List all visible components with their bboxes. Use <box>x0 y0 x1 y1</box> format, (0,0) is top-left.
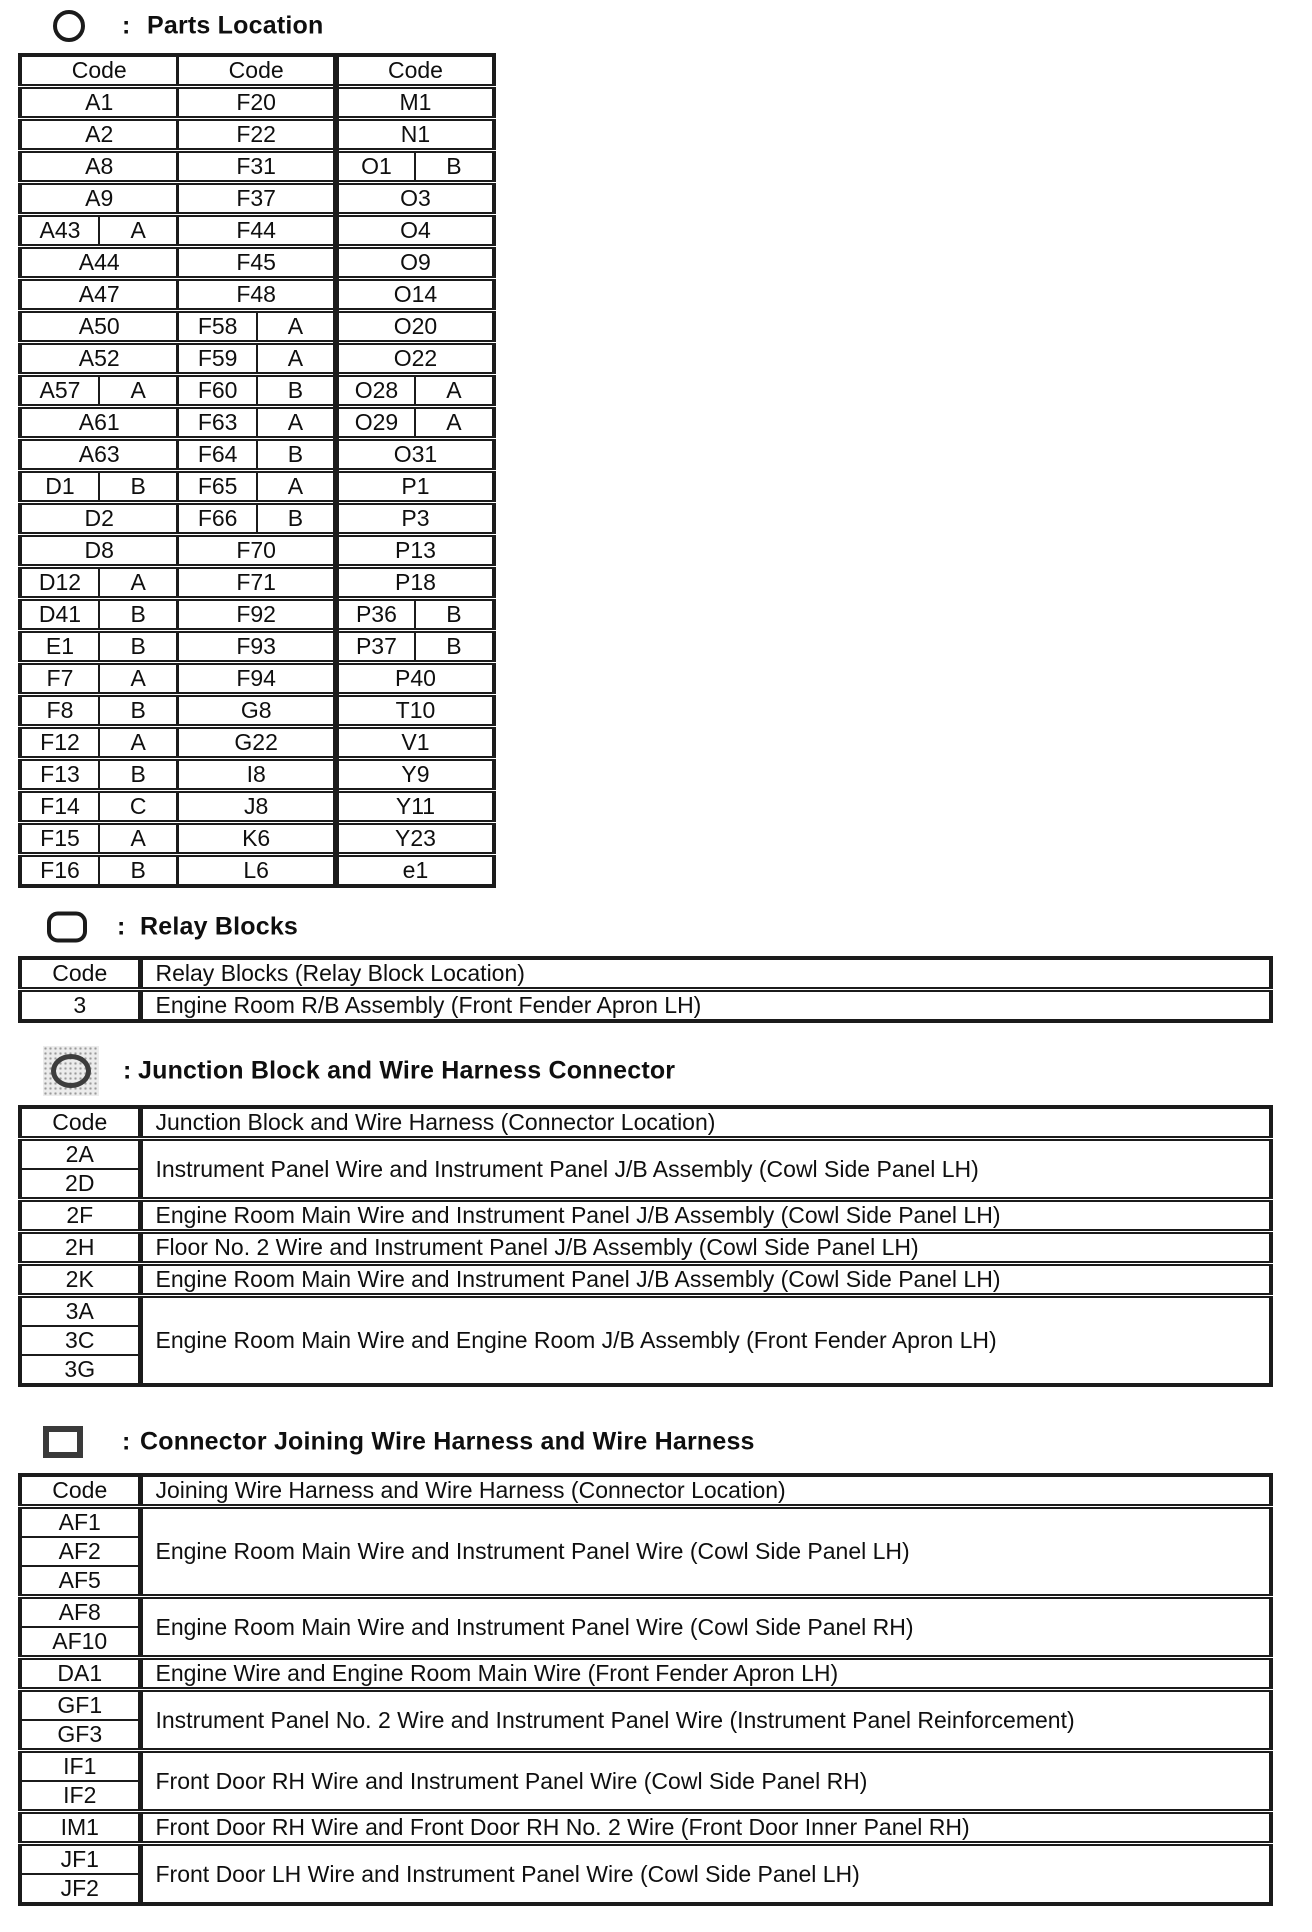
column-header: Code <box>20 1107 140 1139</box>
code-cell: A8 <box>20 151 178 183</box>
description-cell: Instrument Panel No. 2 Wire and Instrument Panel Wire (Instrument Panel Reinforcement) <box>140 1690 1271 1751</box>
header-row <box>20 958 1271 990</box>
junction-block-table <box>18 1105 1273 1387</box>
letter-cell: A <box>99 375 178 407</box>
code-cell: 3G <box>20 1355 140 1385</box>
code-cell: K6 <box>178 823 336 855</box>
description-cell: Front Door LH Wire and Instrument Panel Wire (Cowl Side Panel LH) <box>140 1844 1271 1905</box>
code-cell: A50 <box>20 311 178 343</box>
code-cell: JF2 <box>20 1874 140 1904</box>
header-row <box>20 1107 1271 1139</box>
colon-separator: : <box>122 1427 131 1456</box>
code-cell: A44 <box>20 247 178 279</box>
code-cell: 2D <box>20 1169 140 1200</box>
code-cell: A47 <box>20 279 178 311</box>
letter-cell: B <box>99 631 178 663</box>
table-row <box>20 1232 1271 1264</box>
letter-cell: A <box>257 407 336 439</box>
letter-cell: A <box>257 343 336 375</box>
table-row <box>20 631 494 663</box>
code-cell: 3 <box>20 990 140 1022</box>
table-row <box>20 375 494 407</box>
letter-cell: A <box>99 823 178 855</box>
description-cell: Front Door RH Wire and Front Door RH No. 2 Wire (Front Door Inner Panel RH) <box>140 1812 1271 1844</box>
code-cell: F60 <box>178 375 257 407</box>
table-row <box>20 471 494 503</box>
table-row <box>20 1658 1271 1690</box>
table-row <box>20 87 494 119</box>
letter-cell: A <box>99 215 178 247</box>
code-cell: F94 <box>178 663 336 695</box>
code-cell: F12 <box>20 727 99 759</box>
letter-cell: B <box>415 631 494 663</box>
code-cell: E1 <box>20 631 99 663</box>
code-cell: 2K <box>20 1264 140 1296</box>
letter-cell: A <box>99 727 178 759</box>
code-cell: A52 <box>20 343 178 375</box>
code-cell: F37 <box>178 183 336 215</box>
parts-location-circle-icon <box>53 10 85 42</box>
table-row <box>20 183 494 215</box>
table-row <box>20 990 1271 1022</box>
junction-block-shaded-oval-icon <box>43 1046 99 1096</box>
code-cell: AF5 <box>20 1566 140 1597</box>
code-cell: F45 <box>178 247 336 279</box>
code-cell: G22 <box>178 727 336 759</box>
code-cell: F7 <box>20 663 99 695</box>
code-cell: O22 <box>336 343 494 375</box>
code-cell: F58 <box>178 311 257 343</box>
relay-block-oval-icon <box>47 912 87 943</box>
colon-separator: : <box>122 11 131 40</box>
table-row <box>20 119 494 151</box>
oval-glyph <box>51 1054 91 1088</box>
code-cell: F65 <box>178 471 257 503</box>
code-cell: Y11 <box>336 791 494 823</box>
code-cell: A57 <box>20 375 99 407</box>
code-cell: D8 <box>20 535 178 567</box>
table-row <box>20 407 494 439</box>
column-header: Junction Block and Wire Harness (Connector Location) <box>140 1107 1271 1139</box>
code-cell: JF1 <box>20 1844 140 1875</box>
code-cell: L6 <box>178 855 336 887</box>
code-cell: G8 <box>178 695 336 727</box>
table-row <box>20 215 494 247</box>
code-cell: M1 <box>336 87 494 119</box>
code-cell: F70 <box>178 535 336 567</box>
joining-connector-square-icon <box>43 1426 83 1458</box>
table-row <box>20 1264 1271 1296</box>
section-header-joining-connector <box>0 1420 1000 1464</box>
table-row <box>20 1200 1271 1232</box>
code-cell: P40 <box>336 663 494 695</box>
code-cell: Y9 <box>336 759 494 791</box>
header-row <box>20 1475 1271 1507</box>
code-cell: J8 <box>178 791 336 823</box>
table-row <box>20 1296 1271 1327</box>
section-title: Parts Location <box>147 11 324 40</box>
code-cell: GF3 <box>20 1720 140 1751</box>
colon-separator: : <box>123 1056 132 1085</box>
code-cell: F59 <box>178 343 257 375</box>
code-cell: AF2 <box>20 1537 140 1566</box>
table-row <box>20 1844 1271 1875</box>
code-cell: 2H <box>20 1232 140 1264</box>
table-row <box>20 343 494 375</box>
table-row <box>20 823 494 855</box>
letter-cell: A <box>257 471 336 503</box>
table-row <box>20 279 494 311</box>
code-cell: O3 <box>336 183 494 215</box>
code-cell: 3A <box>20 1296 140 1327</box>
code-cell: IF2 <box>20 1781 140 1812</box>
description-cell: Engine Room Main Wire and Instrument Panel Wire (Cowl Side Panel RH) <box>140 1597 1271 1658</box>
letter-cell: A <box>257 311 336 343</box>
column-header: Code <box>20 958 140 990</box>
code-cell: O9 <box>336 247 494 279</box>
section-title: Relay Blocks <box>140 912 299 941</box>
code-cell: F22 <box>178 119 336 151</box>
section-header-relay-blocks <box>0 905 1000 949</box>
code-cell: A63 <box>20 439 178 471</box>
column-header: Code <box>336 55 494 87</box>
code-cell: D41 <box>20 599 99 631</box>
code-cell: P3 <box>336 503 494 535</box>
code-cell: T10 <box>336 695 494 727</box>
description-cell: Instrument Panel Wire and Instrument Panel J/B Assembly (Cowl Side Panel LH) <box>140 1139 1271 1200</box>
parts-location-table <box>18 53 496 888</box>
letter-cell: B <box>99 855 178 887</box>
table-row <box>20 1690 1271 1721</box>
description-cell: Engine Wire and Engine Room Main Wire (Front Fender Apron LH) <box>140 1658 1271 1690</box>
code-cell: IF1 <box>20 1751 140 1782</box>
code-cell: P13 <box>336 535 494 567</box>
table-row <box>20 1507 1271 1538</box>
code-cell: GF1 <box>20 1690 140 1721</box>
table-row <box>20 1139 1271 1170</box>
code-cell: e1 <box>336 855 494 887</box>
letter-cell: B <box>99 599 178 631</box>
code-cell: F92 <box>178 599 336 631</box>
code-cell: O4 <box>336 215 494 247</box>
column-header: Relay Blocks (Relay Block Location) <box>140 958 1271 990</box>
code-cell: P37 <box>336 631 415 663</box>
table-row <box>20 1812 1271 1844</box>
code-cell: F44 <box>178 215 336 247</box>
letter-cell: A <box>415 407 494 439</box>
code-cell: F16 <box>20 855 99 887</box>
code-cell: O28 <box>336 375 415 407</box>
code-cell: F93 <box>178 631 336 663</box>
code-cell: Y23 <box>336 823 494 855</box>
letter-cell: B <box>99 471 178 503</box>
code-cell: A9 <box>20 183 178 215</box>
code-cell: D2 <box>20 503 178 535</box>
table-row <box>20 695 494 727</box>
table-row <box>20 727 494 759</box>
table-row <box>20 535 494 567</box>
code-cell: A61 <box>20 407 178 439</box>
table-row <box>20 663 494 695</box>
code-cell: N1 <box>336 119 494 151</box>
code-cell: A43 <box>20 215 99 247</box>
code-cell: F8 <box>20 695 99 727</box>
table-row <box>20 855 494 887</box>
letter-cell: B <box>415 151 494 183</box>
letter-cell: A <box>415 375 494 407</box>
table-row <box>20 567 494 599</box>
joining-harness-table <box>18 1473 1273 1906</box>
code-cell: A2 <box>20 119 178 151</box>
table-row <box>20 1751 1271 1782</box>
code-cell: P18 <box>336 567 494 599</box>
description-cell: Engine Room Main Wire and Instrument Panel J/B Assembly (Cowl Side Panel LH) <box>140 1264 1271 1296</box>
code-cell: A1 <box>20 87 178 119</box>
code-cell: O29 <box>336 407 415 439</box>
code-cell: D12 <box>20 567 99 599</box>
code-cell: 2A <box>20 1139 140 1170</box>
column-header: Code <box>20 1475 140 1507</box>
code-cell: F15 <box>20 823 99 855</box>
description-cell: Engine Room Main Wire and Engine Room J/B Assembly (Front Fender Apron LH) <box>140 1296 1271 1386</box>
column-header: Joining Wire Harness and Wire Harness (Connector Location) <box>140 1475 1271 1507</box>
table-row <box>20 1597 1271 1628</box>
letter-cell: B <box>99 759 178 791</box>
letter-cell: A <box>99 663 178 695</box>
code-cell: F63 <box>178 407 257 439</box>
code-cell: F66 <box>178 503 257 535</box>
section-title: Connector Joining Wire Harness and Wire Harness <box>140 1427 755 1456</box>
code-cell: 3C <box>20 1326 140 1355</box>
letter-cell: B <box>415 599 494 631</box>
code-cell: O20 <box>336 311 494 343</box>
code-cell: IM1 <box>20 1812 140 1844</box>
description-cell: Engine Room Main Wire and Instrument Panel J/B Assembly (Cowl Side Panel LH) <box>140 1200 1271 1232</box>
code-cell: AF10 <box>20 1627 140 1658</box>
code-cell: P36 <box>336 599 415 631</box>
description-cell: Engine Room Main Wire and Instrument Panel Wire (Cowl Side Panel LH) <box>140 1507 1271 1597</box>
code-cell: O14 <box>336 279 494 311</box>
table-row <box>20 247 494 279</box>
colon-separator: : <box>117 912 126 941</box>
code-cell: F31 <box>178 151 336 183</box>
code-cell: F64 <box>178 439 257 471</box>
code-cell: P1 <box>336 471 494 503</box>
column-header: Code <box>20 55 178 87</box>
code-cell: 2F <box>20 1200 140 1232</box>
code-cell: F48 <box>178 279 336 311</box>
header-row <box>20 55 494 87</box>
description-cell: Floor No. 2 Wire and Instrument Panel J/B Assembly (Cowl Side Panel LH) <box>140 1232 1271 1264</box>
table-row <box>20 599 494 631</box>
relay-blocks-table <box>18 956 1273 1023</box>
table-row <box>20 439 494 471</box>
table-row <box>20 503 494 535</box>
code-cell: F20 <box>178 87 336 119</box>
table-row <box>20 311 494 343</box>
code-cell: DA1 <box>20 1658 140 1690</box>
code-cell: I8 <box>178 759 336 791</box>
letter-cell: B <box>99 695 178 727</box>
table-row <box>20 151 494 183</box>
code-cell: O31 <box>336 439 494 471</box>
code-cell: D1 <box>20 471 99 503</box>
code-cell: V1 <box>336 727 494 759</box>
code-cell: AF8 <box>20 1597 140 1628</box>
description-cell: Front Door RH Wire and Instrument Panel Wire (Cowl Side Panel RH) <box>140 1751 1271 1812</box>
section-header-parts-location <box>0 4 1000 48</box>
table-row <box>20 791 494 823</box>
table-row <box>20 759 494 791</box>
code-cell: F14 <box>20 791 99 823</box>
description-cell: Engine Room R/B Assembly (Front Fender Apron LH) <box>140 990 1271 1022</box>
letter-cell: C <box>99 791 178 823</box>
section-header-junction-block <box>0 1043 1000 1099</box>
code-cell: F13 <box>20 759 99 791</box>
code-cell: F71 <box>178 567 336 599</box>
column-header: Code <box>178 55 336 87</box>
letter-cell: B <box>257 503 336 535</box>
code-cell: AF1 <box>20 1507 140 1538</box>
letter-cell: A <box>99 567 178 599</box>
section-title: Junction Block and Wire Harness Connector <box>138 1056 676 1085</box>
letter-cell: B <box>257 439 336 471</box>
code-cell: O1 <box>336 151 415 183</box>
letter-cell: B <box>257 375 336 407</box>
